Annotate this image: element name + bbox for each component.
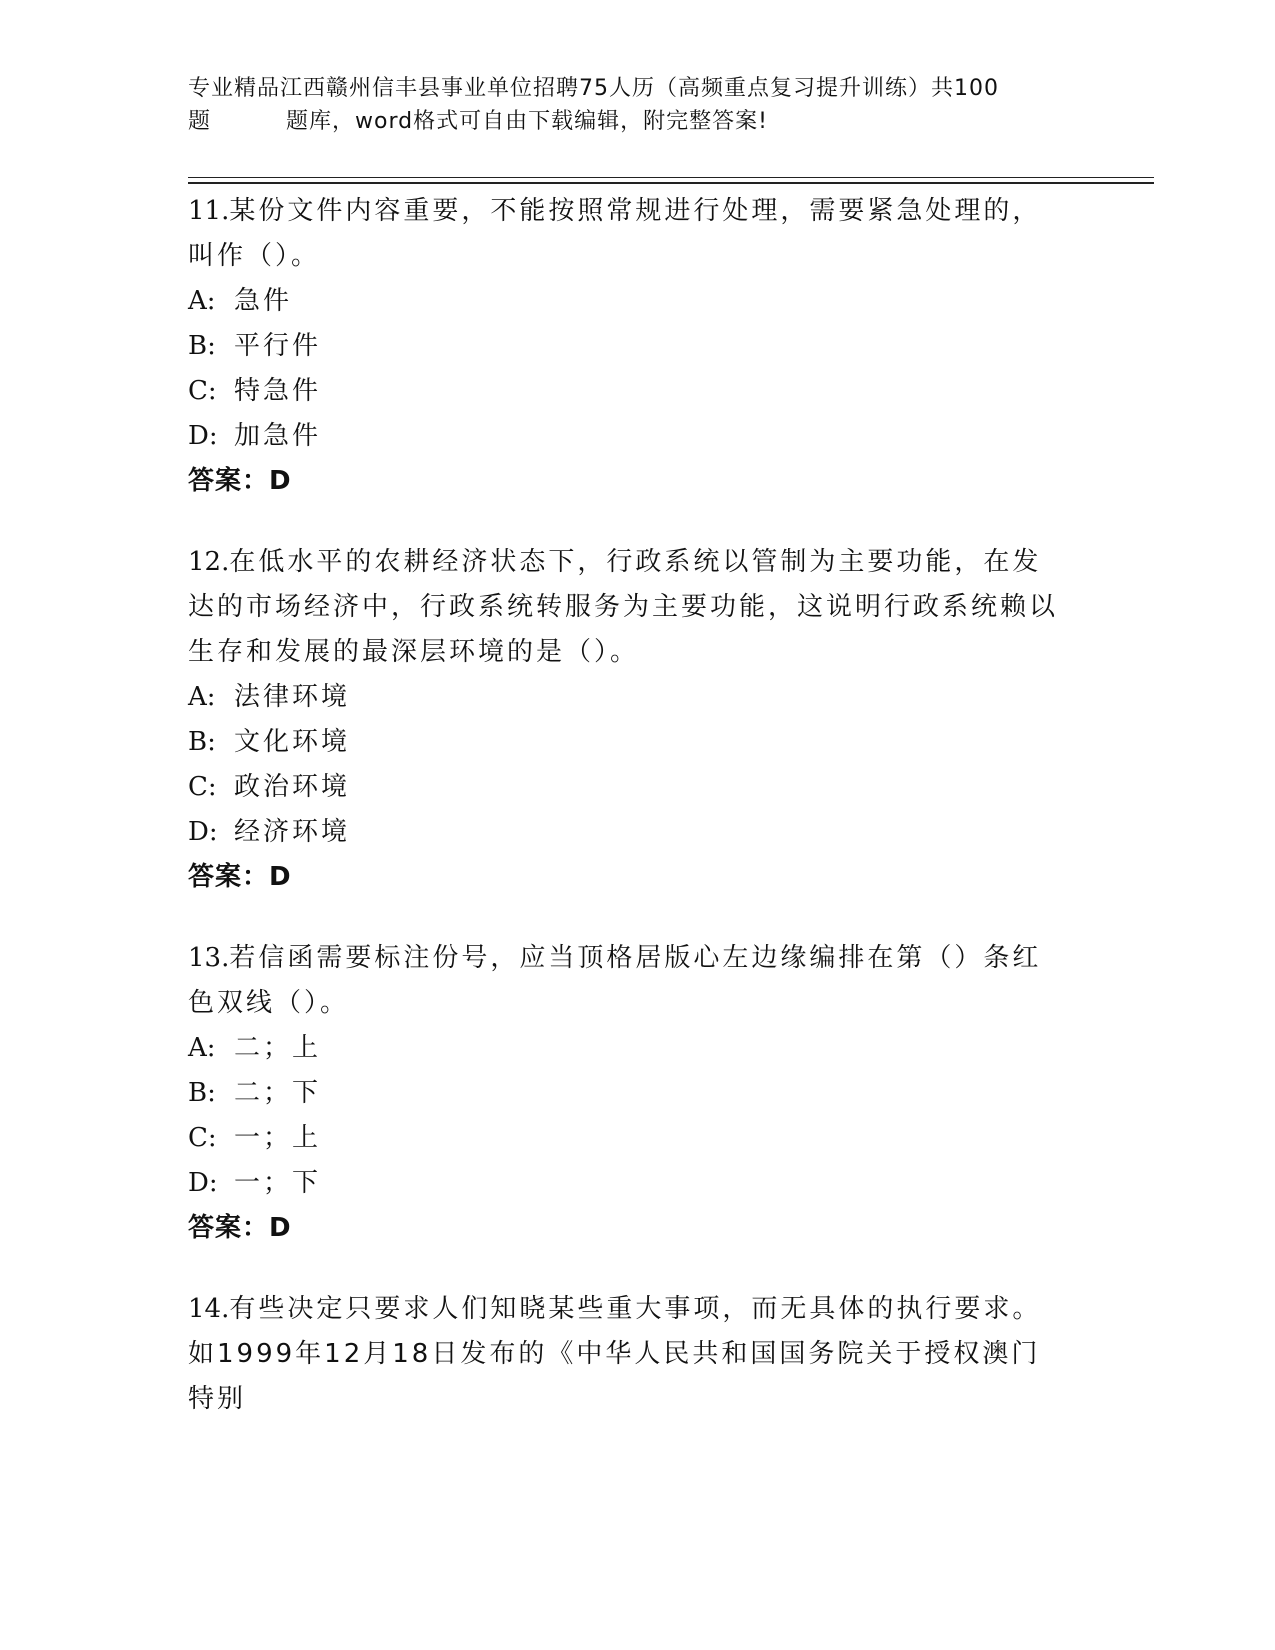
answer-line: 答案：D bbox=[188, 862, 292, 892]
option-a bbox=[188, 675, 1068, 720]
option-key: B: bbox=[188, 1078, 216, 1108]
option-text: 二；下 bbox=[234, 1078, 322, 1108]
option-b bbox=[188, 1071, 1068, 1116]
option-key: D: bbox=[188, 817, 218, 847]
option-key: A: bbox=[188, 682, 216, 712]
option-c bbox=[188, 1116, 1068, 1161]
option-b bbox=[188, 324, 1068, 369]
question-text: 若信函需要标注份号，应当顶格居版心左边缘编排在第（）条红色双线（）。 bbox=[188, 943, 1042, 1018]
option-a bbox=[188, 1026, 1068, 1071]
question-13 bbox=[188, 936, 1068, 1251]
question-stem bbox=[188, 189, 1068, 279]
question-number: 13. bbox=[188, 943, 230, 973]
document-header bbox=[188, 72, 1088, 138]
option-b bbox=[188, 720, 1068, 765]
option-c bbox=[188, 369, 1068, 414]
question-stem bbox=[188, 540, 1068, 675]
option-text: 加急件 bbox=[234, 421, 322, 451]
option-key: A: bbox=[188, 1033, 216, 1063]
header-line-1: 专业精品江西赣州信丰县事业单位招聘75人历（高频重点复习提升训练）共100 bbox=[188, 76, 999, 101]
option-c bbox=[188, 765, 1068, 810]
option-text: 特急件 bbox=[234, 376, 322, 406]
question-text: 有些决定只要求人们知晓某些重大事项，而无具体的执行要求。如1999年12月18日发布的《中华人民共和国国务院关于授权澳门特别 bbox=[188, 1294, 1042, 1414]
answer-line: 答案：D bbox=[188, 1213, 292, 1243]
answer-line: 答案：D bbox=[188, 466, 292, 496]
header-line-2 bbox=[188, 105, 1088, 138]
option-key: C: bbox=[188, 1123, 217, 1153]
option-text: 二；上 bbox=[234, 1033, 322, 1063]
option-key: C: bbox=[188, 772, 217, 802]
header-line-2-start: 题 bbox=[188, 109, 212, 134]
question-number: 12. bbox=[188, 547, 230, 577]
option-a bbox=[188, 279, 1068, 324]
question-14 bbox=[188, 1287, 1068, 1422]
option-key: D: bbox=[188, 1168, 218, 1198]
option-d bbox=[188, 1161, 1068, 1206]
option-d bbox=[188, 414, 1068, 459]
option-text: 一；下 bbox=[234, 1168, 322, 1198]
option-text: 急件 bbox=[234, 286, 293, 316]
question-number: 14. bbox=[188, 1294, 230, 1324]
option-text: 平行件 bbox=[234, 331, 322, 361]
question-12 bbox=[188, 540, 1068, 900]
header-divider-thin bbox=[188, 177, 1154, 178]
question-stem bbox=[188, 1287, 1068, 1422]
option-text: 法律环境 bbox=[234, 682, 351, 712]
question-text: 在低水平的农耕经济状态下，行政系统以管制为主要功能，在发达的市场经济中，行政系统转服务为主要功能，这说明行政系统赖以生存和发展的最深层环境的是（）。 bbox=[188, 547, 1059, 667]
header-line-2-rest: 题库，word格式可自由下载编辑，附完整答案! bbox=[286, 109, 768, 134]
option-d bbox=[188, 810, 1068, 855]
option-text: 政治环境 bbox=[234, 772, 351, 802]
question-11 bbox=[188, 189, 1068, 504]
option-key: D: bbox=[188, 421, 218, 451]
option-key: A: bbox=[188, 286, 216, 316]
question-stem bbox=[188, 936, 1068, 1026]
question-number: 11. bbox=[188, 196, 230, 226]
option-text: 经济环境 bbox=[234, 817, 351, 847]
option-text: 一；上 bbox=[234, 1123, 322, 1153]
option-key: C: bbox=[188, 376, 217, 406]
header-divider-thick bbox=[188, 182, 1154, 184]
question-text: 某份文件内容重要，不能按照常规进行处理，需要紧急处理的，叫作（）。 bbox=[188, 196, 1042, 271]
option-key: B: bbox=[188, 727, 216, 757]
question-list bbox=[188, 189, 1068, 1458]
option-text: 文化环境 bbox=[234, 727, 351, 757]
option-key: B: bbox=[188, 331, 216, 361]
